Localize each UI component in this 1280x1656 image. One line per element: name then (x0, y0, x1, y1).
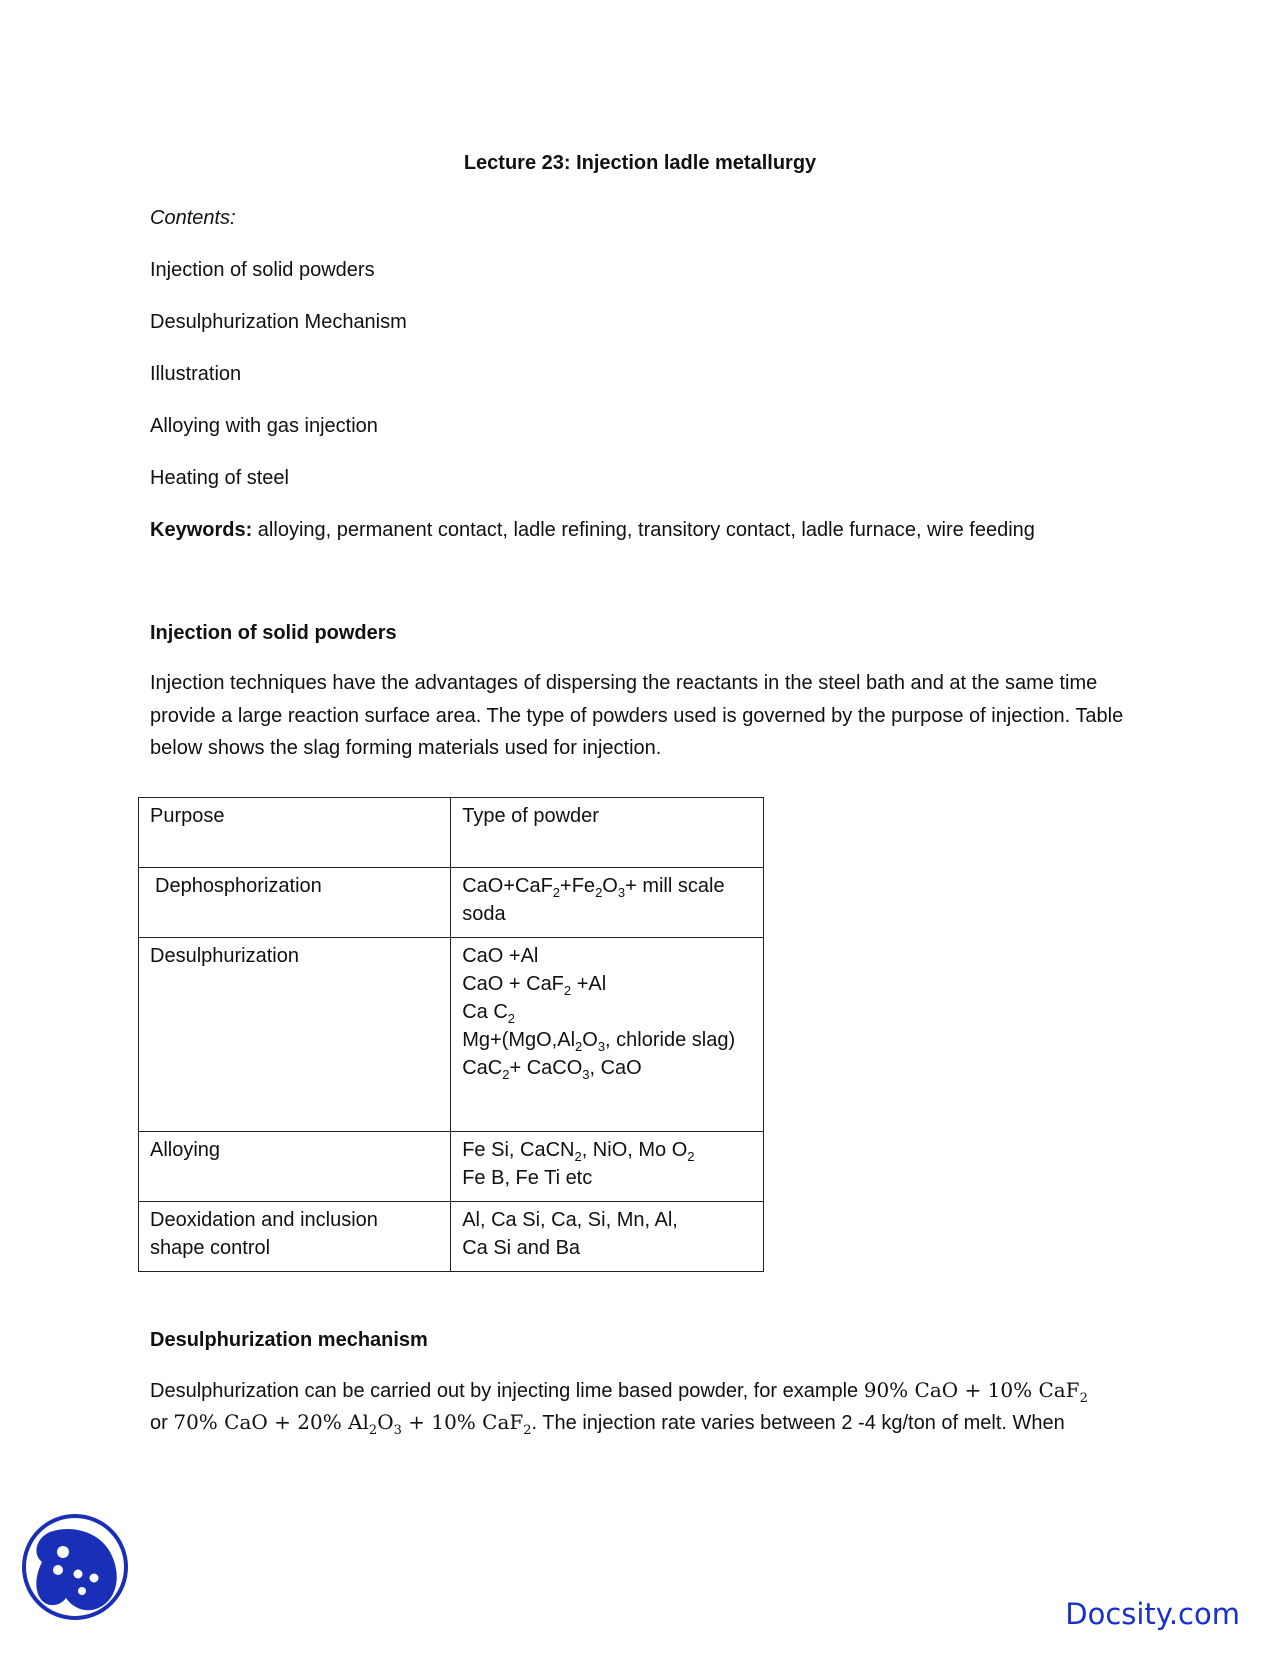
powder-table (138, 797, 764, 1272)
contents-label: Contents: (150, 207, 236, 229)
table-cell-powder: $CaO+CaF_2+Fe_2O_3+$ mill scale soda (451, 868, 764, 938)
keywords-label: Keywords: (150, 519, 253, 541)
contents-item: Illustration (150, 363, 242, 385)
contents-item: Desulphurization Mechanism (150, 311, 407, 333)
docsity-logo-icon (20, 1512, 130, 1622)
section-paragraph-line: Desulphurization can be carried out by injecting lime based powder, for example 90% CaO + 10% CaF$_2$ (150, 1378, 1088, 1406)
table-cell-powder: Al, Ca Si, Ca, Si, Mn, Al, Ca Si and Ba (451, 1202, 764, 1272)
contents-item: Injection of solid powders (150, 259, 375, 281)
keywords-text: alloying, permanent contact, ladle refining, transitory contact, ladle furnace, wire feeding (252, 519, 1035, 541)
docsity-brand-link[interactable]: Docsity.com (1065, 1597, 1240, 1631)
section-heading: Injection of solid powders (150, 622, 397, 644)
table-header-cell: Purpose (139, 798, 451, 868)
table-header-row (139, 798, 764, 868)
table-cell-purpose: Desulphurization (139, 938, 451, 1132)
table-header-cell: Type of powder (451, 798, 764, 868)
table-cell-purpose: Alloying (139, 1132, 451, 1202)
table-row (139, 938, 764, 1132)
table-cell-powder: Fe Si, CaCN$_2$, NiO, Mo $O_2$ Fe B, Fe Ti etc (451, 1132, 764, 1202)
keywords-line (150, 517, 1035, 543)
section-paragraph-line: or 70% CaO + 20% $Al_2O_3 + 10\%$ CaF$_2$. The injection rate varies between 2 -4 kg/ton of melt. When (150, 1410, 1065, 1438)
page-title: Lecture 23: Injection ladle metallurgy (463, 152, 817, 174)
section-heading: Desulphurization mechanism (150, 1329, 428, 1351)
section-paragraph: Injection techniques have the advantages of dispersing the reactants in the steel bath and at the same time provide a large reaction surface area. The type of powders used is governed by the purpose of injection. Table below shows the slag forming materials used for injection. (150, 672, 1124, 759)
table-row (139, 1202, 764, 1272)
table-row (139, 868, 764, 938)
table-row (139, 1132, 764, 1202)
table-cell-purpose: Deoxidation and inclusion shape control (139, 1202, 451, 1272)
contents-item: Alloying with gas injection (150, 415, 378, 437)
table-cell-powder: CaO +Al CaO + CaF$_2$ +Al Ca $C_2$ $Mg+(MgO,Al_2O_3$, chloride slag) CaC$_2$+ CaCO$_3$, CaO (451, 938, 764, 1132)
contents-item: Heating of steel (150, 467, 289, 489)
table-cell-purpose: Dephosphorization (139, 868, 451, 938)
